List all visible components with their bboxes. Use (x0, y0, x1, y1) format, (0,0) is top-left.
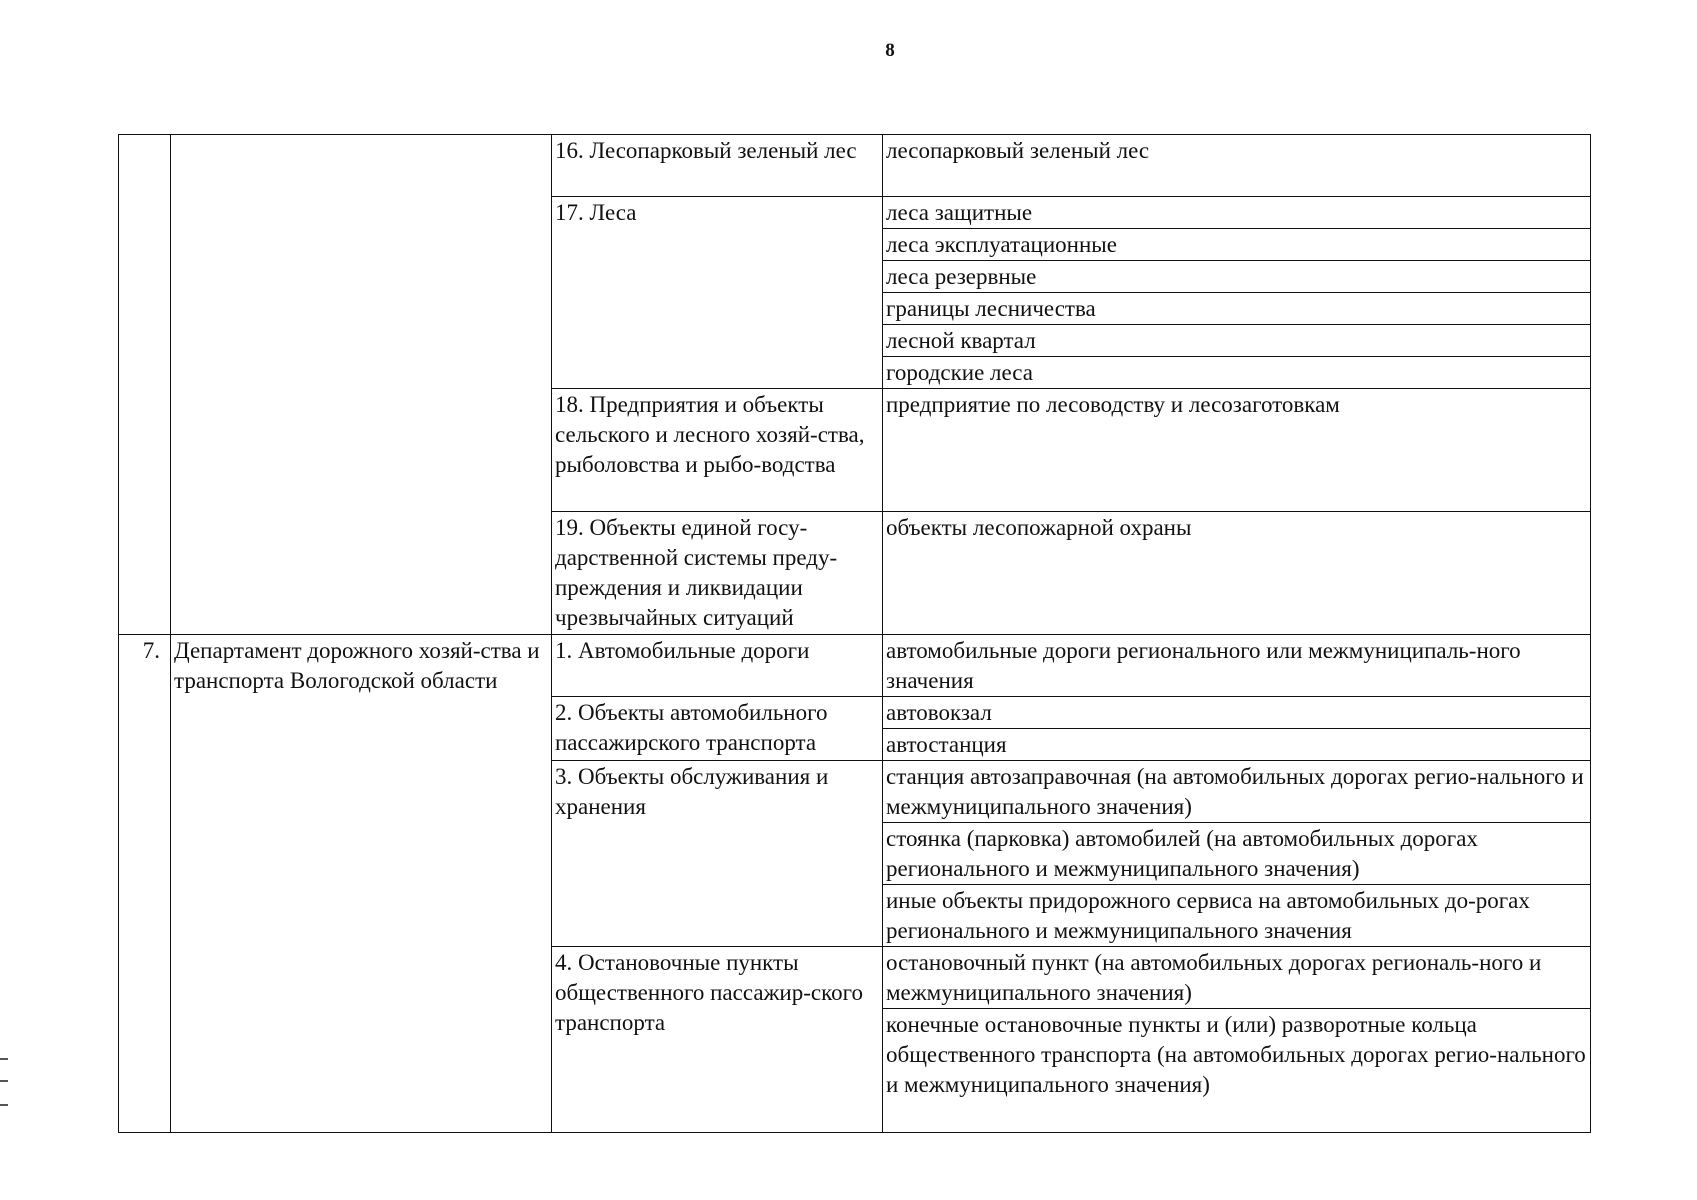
object-cell: лесной квартал (883, 325, 1591, 357)
object-cell: предприятие по лесоводству и лесозаготовкам (883, 389, 1591, 512)
category-cell: 18. Предприятия и объекты сельского и лесного хозяй-ства, рыболовства и рыбо-водства (552, 389, 883, 512)
category-cell: 4. Остановочные пункты общественного пассажир-ского транспорта (552, 947, 883, 1133)
object-cell: стоянка (парковка) автомобилей (на автомобильных дорогах регионального и межмуниципального значения) (883, 823, 1591, 885)
object-cell: лесопарковый зеленый лес (883, 135, 1591, 197)
object-cell: иные объекты придорожного сервиса на автомобильных до-рогах регионального и межмуниципального значения (883, 885, 1591, 947)
category-cell: 16. Лесопарковый зеленый лес (552, 135, 883, 197)
category-cell: 19. Объекты единой госу-дарственной системы преду-преждения и ликвидации чрезвычайных ситуаций (552, 512, 883, 635)
object-cell: остановочный пункт (на автомобильных дорогах региональ-ного и межмуниципального значения) (883, 947, 1591, 1009)
empty-department-cell (171, 135, 552, 635)
object-cell: городские леса (883, 357, 1591, 389)
object-cell: автомобильные дороги регионального или межмуниципаль-ного значения (883, 635, 1591, 697)
object-cell: автостанция (883, 729, 1591, 761)
objects-table (118, 134, 1591, 1133)
department-name: Департамент дорожного хозяй-ства и транспорта Вологодской области (171, 635, 552, 1133)
table-row (119, 635, 1591, 697)
category-cell: 1. Автомобильные дороги (552, 635, 883, 697)
object-cell: станция автозаправочная (на автомобильных дорогах регио-нального и межмуниципального значения) (883, 761, 1591, 823)
object-cell: леса защитные (883, 197, 1591, 229)
category-cell: 2. Объекты автомобильного пассажирского транспорта (552, 697, 883, 761)
object-cell: леса эксплуатационные (883, 229, 1591, 261)
object-cell: границы лесничества (883, 293, 1591, 325)
empty-num-cell (119, 135, 171, 635)
page-number: 8 (885, 40, 895, 61)
scan-margin-marks (0, 1058, 8, 1106)
object-cell: конечные остановочные пункты и (или) разворотные кольца общественного транспорта (на автомобильных дорогах регио-нального и межмуниципального значения) (883, 1009, 1591, 1133)
table-row (119, 135, 1591, 197)
category-cell: 3. Объекты обслуживания и хранения (552, 761, 883, 947)
category-cell: 17. Леса (552, 197, 883, 389)
object-cell: леса резервные (883, 261, 1591, 293)
object-cell: объекты лесопожарной охраны (883, 512, 1591, 635)
object-cell: автовокзал (883, 697, 1591, 729)
section-number: 7. (119, 635, 171, 1133)
